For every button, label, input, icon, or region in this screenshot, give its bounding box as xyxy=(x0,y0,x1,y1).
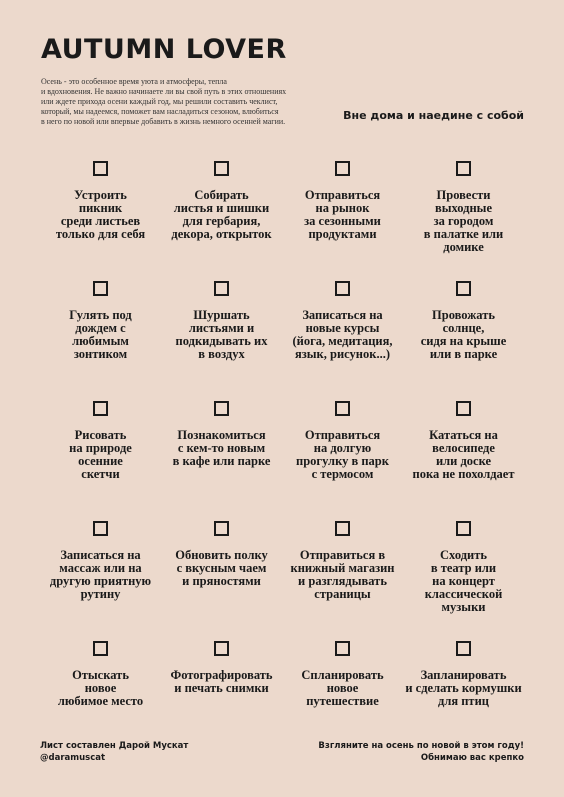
checklist-item-label: Отыскать новое любимое место xyxy=(57,668,144,708)
checklist-item xyxy=(282,278,403,398)
checklist-item-label: Отправиться на долгую прогулку в парк с термосом xyxy=(296,428,389,481)
checkbox[interactable] xyxy=(456,641,471,656)
author-handle: @daramuscat xyxy=(40,753,106,763)
checklist-item xyxy=(403,158,524,278)
checklist-item xyxy=(403,398,524,518)
checkbox[interactable] xyxy=(335,521,350,536)
checkbox[interactable] xyxy=(335,401,350,416)
checkbox[interactable] xyxy=(456,401,471,416)
checklist-item-label: Провожать солнце, сидя на крыше или в парке xyxy=(420,308,507,361)
intro-paragraph: Осень - это особенное время уюта и атмосферы, тепла и вдохновения. Не важно начинаете ли вы свой путь в этих отношениях или ждете прихода осени каждый год, мы решили составить чеклист, который, мы надеемся, поможет вам насладиться сезоном, влюбиться в него по новой или впервые добавить в жизнь немного осенней магии. xyxy=(41,77,287,126)
checklist-item-label: Фотографировать и печать снимки xyxy=(170,668,273,695)
footer-credits xyxy=(40,740,188,764)
checklist-item-label: Обновить полку с вкусным чаем и пряностями xyxy=(175,548,268,588)
checkbox[interactable] xyxy=(335,641,350,656)
page-title: AUTUMN LOVER xyxy=(41,34,287,65)
checklist-item-label: Отправиться на рынок за сезонными продуктами xyxy=(304,188,381,241)
checklist-item xyxy=(282,518,403,638)
checklist-item xyxy=(40,278,161,398)
footer-message xyxy=(318,740,524,764)
checklist-item-label: Записаться на массаж или на другую приятную рутину xyxy=(49,548,152,601)
checklist-item-label: Шуршать листьями и подкидывать их в воздух xyxy=(175,308,268,361)
checkbox[interactable] xyxy=(214,521,229,536)
checkbox[interactable] xyxy=(93,641,108,656)
checkbox[interactable] xyxy=(214,401,229,416)
checkbox[interactable] xyxy=(93,281,108,296)
checklist-item xyxy=(403,278,524,398)
checkbox[interactable] xyxy=(214,161,229,176)
checkbox[interactable] xyxy=(214,281,229,296)
checklist-item-label: Сходить в театр или на концерт классической музыки xyxy=(424,548,503,614)
checklist-item-label: Запланировать и сделать кормушки для птиц xyxy=(405,668,522,708)
checkbox[interactable] xyxy=(335,281,350,296)
checklist-item xyxy=(40,398,161,518)
checklist-item-label: Кататься на велосипеде или доске пока не похолдает xyxy=(412,428,515,481)
footer-signoff: Обнимаю вас крепко xyxy=(420,753,524,763)
checklist-item xyxy=(161,398,282,518)
section-subtitle: Вне дома и наедине с собой xyxy=(343,109,524,122)
checkbox[interactable] xyxy=(93,521,108,536)
checklist-item-label: Гулять под дождем с любимым зонтиком xyxy=(69,308,132,361)
checklist-item xyxy=(282,398,403,518)
checklist-item-label: Отправиться в книжный магазин и разглядывать страницы xyxy=(290,548,395,601)
checklist-item-label: Рисовать на природе осенние скетчи xyxy=(69,428,132,481)
checkbox[interactable] xyxy=(335,161,350,176)
checkbox[interactable] xyxy=(456,281,471,296)
author-line: Лист составлен Дарой Мускат xyxy=(40,741,189,751)
checkbox[interactable] xyxy=(214,641,229,656)
checklist-item xyxy=(40,158,161,278)
checklist-item-label: Собирать листья и шишки для гербария, декора, открыток xyxy=(171,188,272,241)
checklist-item-label: Спланировать новое путешествие xyxy=(301,668,384,708)
checklist-item-label: Познакомиться с кем-то новым в кафе или парке xyxy=(172,428,271,468)
checklist-item xyxy=(282,158,403,278)
checkbox[interactable] xyxy=(93,401,108,416)
checklist-item-label: Провести выходные за городом в палатке или домике xyxy=(423,188,504,254)
footer-tagline: Взгляните на осень по новой в этом году! xyxy=(318,741,524,751)
checkbox[interactable] xyxy=(93,161,108,176)
checklist-item-label: Устроить пикник среди листьев только для себя xyxy=(55,188,146,241)
checklist-grid xyxy=(40,158,524,758)
checklist-item xyxy=(40,518,161,638)
checklist-item xyxy=(161,158,282,278)
checklist-item xyxy=(161,278,282,398)
checkbox[interactable] xyxy=(456,161,471,176)
checklist-item xyxy=(161,518,282,638)
checklist-item xyxy=(403,518,524,638)
checklist-item-label: Записаться на новые курсы (йога, медитация, язык, рисунок...) xyxy=(292,308,393,361)
checkbox[interactable] xyxy=(456,521,471,536)
